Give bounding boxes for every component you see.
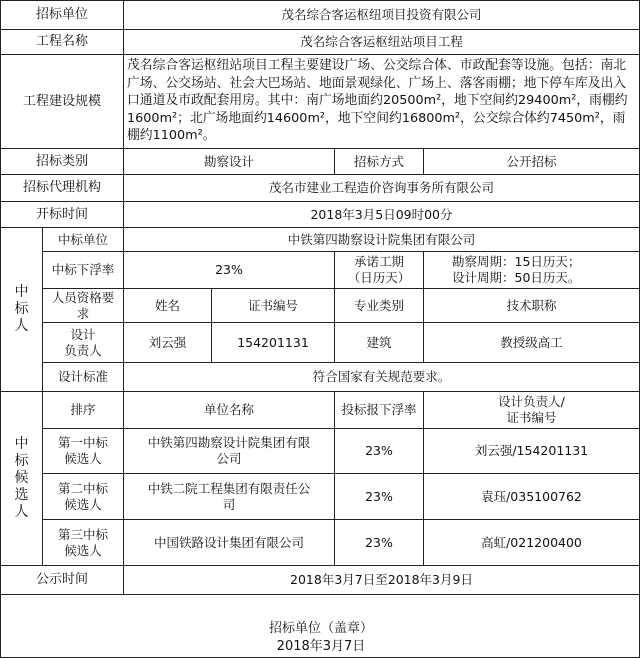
design-standard-value: 符合国家有关规范要求。 [123, 362, 640, 392]
candidate-person: 刘云强/154201131 [423, 428, 640, 474]
candidate-rank: 第一中标 候选人 [42, 428, 124, 474]
col-title-header: 技术职称 [423, 288, 640, 323]
winner-unit-label: 中标单位 [42, 227, 124, 252]
category-value: 勘察设计 [123, 148, 335, 175]
candidate-unit: 中国铁路设计集团有限公司 [123, 519, 335, 566]
float-rate-value: 23% [123, 251, 335, 289]
candidate-rank: 第二中标 候选人 [42, 473, 124, 520]
signature-block [0, 594, 640, 658]
winner-group-label: 中 标 人 [0, 227, 43, 392]
agency-value: 茂名市建业工程造价咨询事务所有限公司 [123, 174, 640, 202]
col-cert-header: 证书编号 [211, 288, 335, 323]
candidates-group-label: 中 标 候 选 人 [0, 391, 43, 566]
person-header: 设计负责人/ 证书编号 [423, 391, 640, 429]
candidate-unit: 中铁二院工程集团有限责任公 司 [123, 473, 335, 520]
category-label: 招标类别 [0, 148, 124, 175]
rank-header: 排序 [42, 391, 124, 429]
publicity-value: 2018年3月7日至2018年3月9日 [123, 565, 640, 595]
person-title: 教授级高工 [423, 322, 640, 363]
candidate-rate: 23% [334, 519, 424, 566]
person-cert: 154201131 [211, 322, 335, 363]
method-value: 公开招标 [423, 148, 640, 175]
publicity-label: 公示时间 [0, 565, 124, 595]
tenderer-label: 招标单位 [0, 0, 124, 30]
design-standard-label: 设计标准 [42, 362, 124, 392]
open-time-value: 2018年3月5日09时00分 [123, 201, 640, 228]
winner-unit-value: 中铁第四勘察设计院集团有限公司 [123, 227, 640, 252]
scale-label: 工程建设规模 [0, 54, 124, 149]
project-name-label: 工程名称 [0, 29, 124, 55]
col-name-header: 姓名 [123, 288, 212, 323]
stamp-date: 2018年3月7日 [276, 639, 366, 654]
stamp-org: 招标单位（盖章） [268, 621, 373, 636]
project-name-value: 茂名综合客运枢纽站项目工程 [123, 29, 640, 55]
qualification-label: 人员资格要 求 [42, 288, 124, 323]
person-major: 建筑 [334, 322, 424, 363]
col-major-header: 专业类别 [334, 288, 424, 323]
candidate-rank: 第三中标 候选人 [42, 519, 124, 566]
open-time-label: 开标时间 [0, 201, 124, 228]
design-lead-label: 设计 负责人 [42, 322, 124, 363]
unit-header: 单位名称 [123, 391, 335, 429]
period-label: 承诺工期 （日历天） [334, 251, 424, 289]
agency-label: 招标代理机构 [0, 174, 124, 202]
candidate-person: 袁珏/035100762 [423, 473, 640, 520]
candidate-rate: 23% [334, 473, 424, 520]
tenderer-value: 茂名综合客运枢纽项目投资有限公司 [123, 0, 640, 30]
rate-header: 投标报下浮率 [334, 391, 424, 429]
period-value: 勘察周期：15日历天； 设计周期：50日历天。 [423, 251, 640, 289]
candidate-person: 高虹/021200400 [423, 519, 640, 566]
method-label: 招标方式 [334, 148, 424, 175]
person-name: 刘云强 [123, 322, 212, 363]
float-rate-label: 中标下浮率 [42, 251, 124, 289]
candidate-unit: 中铁第四勘察设计院集团有限 公司 [123, 428, 335, 474]
candidate-rate: 23% [334, 428, 424, 474]
scale-value: 茂名综合客运枢纽站项目工程主要建设广场、公交综合体、市政配套等设施。包括：南北广场、公交场站、社会大巴场站、地面景观绿化、广场上、落客雨棚；地下停车库及出入口通道及市政配套用房。其中：南广场地面约20500m²，地下空间约29400m²，雨棚约1600m²；北广场地面约14600m²，地下空间约16800m²，公交综合体约7450m²，雨棚约1100m²。 [123, 54, 640, 149]
